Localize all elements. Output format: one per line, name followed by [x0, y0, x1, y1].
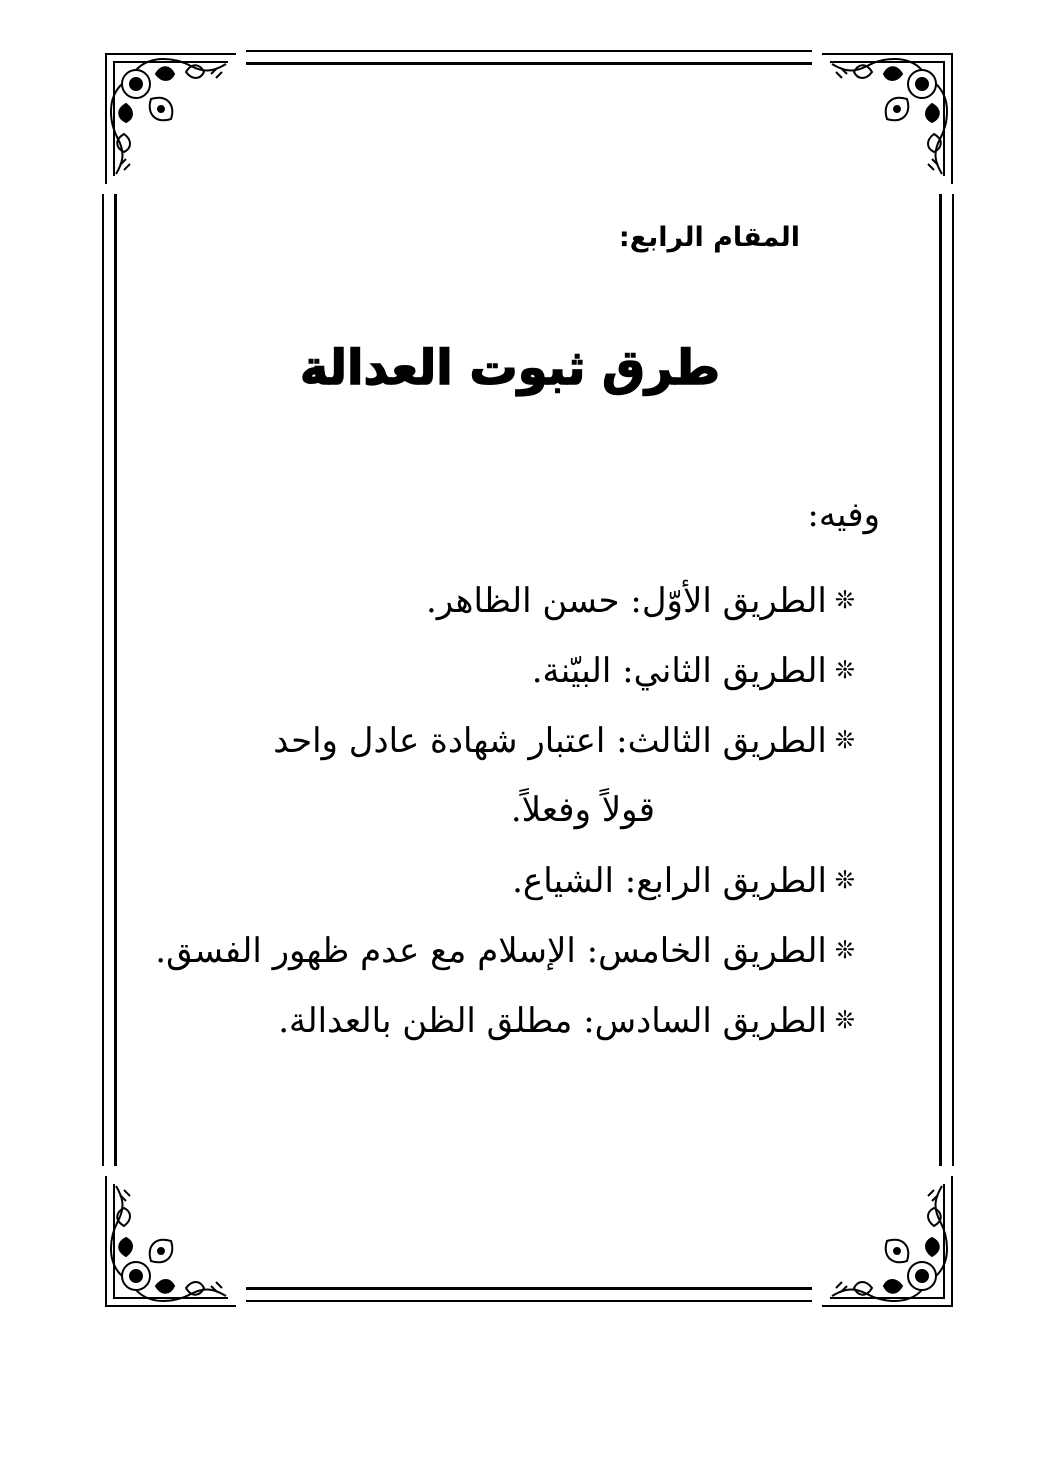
list-item-continuation — [155, 775, 855, 845]
list-item — [155, 985, 855, 1055]
list-item-text: الطريق الخامس: الإسلام مع عدم ظهور الفسق. — [155, 931, 827, 971]
list-item-text: الطريق الثالث: اعتبار شهادة عادل واحد — [273, 721, 827, 761]
asterisk-bullet-icon: ❊ — [834, 866, 855, 894]
list-item — [155, 635, 855, 705]
list-item-text: قولاً وفعلاً. — [510, 790, 655, 830]
asterisk-bullet-icon: ❊ — [834, 656, 855, 684]
page-title: طرق ثبوت العدالة — [299, 340, 721, 396]
asterisk-bullet-icon: ❊ — [834, 726, 855, 754]
asterisk-bullet-icon: ❊ — [834, 586, 855, 614]
list-item-text: الطريق السادس: مطلق الظن بالعدالة. — [278, 1001, 827, 1041]
list-item-text: الطريق الرابع: الشياع. — [512, 861, 827, 901]
list-item — [155, 565, 855, 635]
asterisk-bullet-icon: ❊ — [834, 1006, 855, 1034]
page-content — [150, 0, 880, 1460]
ways-list — [155, 565, 855, 1055]
list-item-text: الطريق الأوّل: حسن الظاهر. — [425, 581, 827, 621]
asterisk-bullet-icon: ❊ — [834, 936, 855, 964]
list-item — [155, 915, 855, 985]
section-label: المقام الرابع: — [618, 222, 800, 253]
list-item — [155, 705, 855, 775]
list-item-text: الطريق الثاني: البيّنة. — [531, 651, 827, 691]
list-item — [155, 845, 855, 915]
intro-text: وفيه: — [807, 495, 880, 535]
